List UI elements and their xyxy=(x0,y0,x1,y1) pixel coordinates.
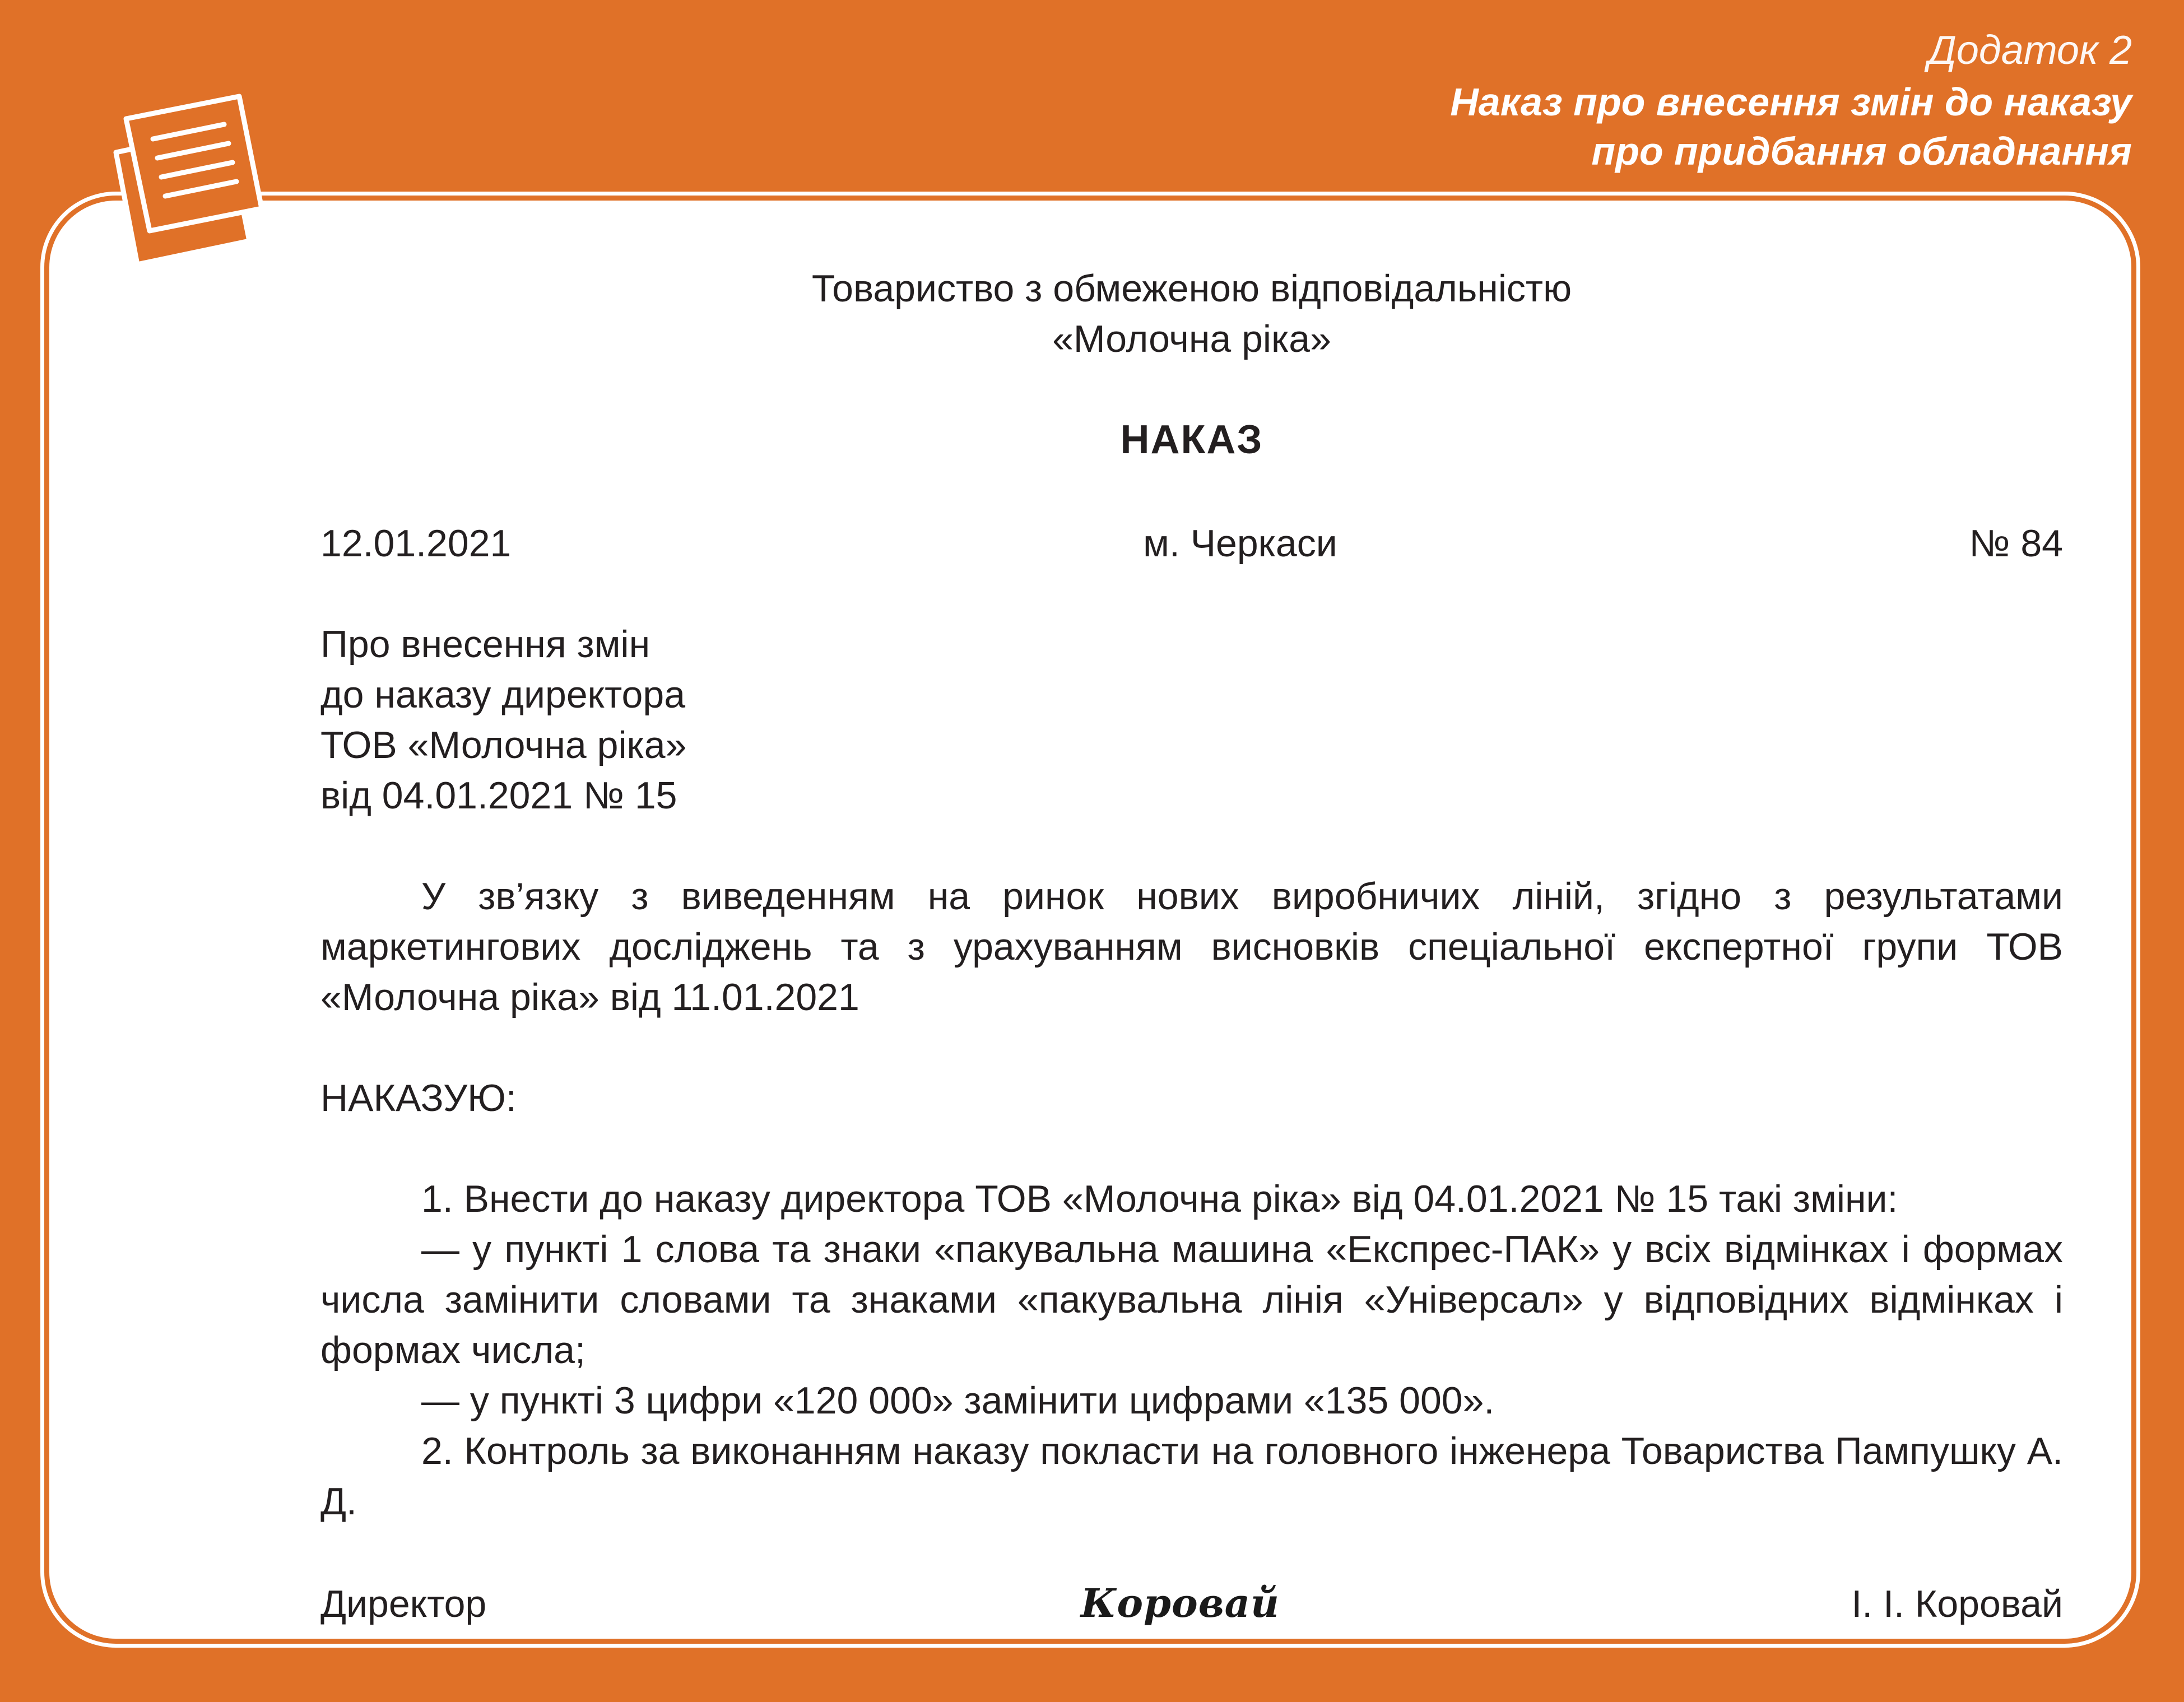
appendix-title-line2: про придбання обладнання xyxy=(1591,129,2132,173)
order-subject xyxy=(320,619,2063,821)
subject-line: від 04.01.2021 № 15 xyxy=(320,774,677,817)
subject-line: Про внесення змін xyxy=(320,623,650,666)
order-number: № 84 xyxy=(1969,522,2063,565)
order-word: НАКАЗУЮ: xyxy=(320,1077,517,1119)
clause-item: — у пункті 3 цифри «120 000» замінити цифрами «135 000». xyxy=(421,1379,1495,1422)
appendix-label: Додаток 2 xyxy=(1928,28,2132,73)
org-name-line1: Товариство з обмеженою відповідальністю xyxy=(811,267,1572,310)
subject-line: до наказу директора xyxy=(320,673,686,716)
signer-position: Директор xyxy=(320,1583,487,1625)
clause-item: — у пункті 1 слова та знаки «пакувальна машина «Експрес-ПАК» у всіх відмінках і формах числа замінити словами та знаками «пакувальна лінія «Універсал» у відповідних відмінках і формах числа; xyxy=(320,1228,2063,1371)
documents-icon xyxy=(109,90,272,269)
subject-line: ТОВ «Молочна ріка» xyxy=(320,724,687,766)
appendix-header xyxy=(1123,24,2132,176)
clause-item: 2. Контроль за виконанням наказу покласти на головного інженера Товариства Пампушку А. Д. xyxy=(320,1430,2063,1523)
clause-item: 1. Внести до наказу директора ТОВ «Молочна ріка» від 04.01.2021 № 15 такі зміни: xyxy=(421,1178,1898,1220)
order-meta-row xyxy=(320,518,2063,569)
preamble-paragraph: У зв’язку з виведенням на ринок нових виробничих ліній, згідно з результатами маркетингових досліджень та з урахуванням висновків спеціальної експертної групи ТОВ «Молочна ріка» від 11.01.2021 xyxy=(320,875,2063,1019)
order-clauses xyxy=(320,1174,2063,1527)
signature-row xyxy=(320,1578,2063,1629)
order-date: 12.01.2021 xyxy=(320,522,512,565)
order-city: м. Черкаси xyxy=(1143,522,1337,565)
order-title: НАКАЗ xyxy=(1120,417,1263,462)
handwritten-signature: Коровай xyxy=(1080,1580,1280,1626)
appendix-title-line1: Наказ про внесення змін до наказу xyxy=(1450,80,2132,124)
org-name-line2: «Молочна ріка» xyxy=(1052,318,1331,360)
signer-name: І. І. Коровай xyxy=(1851,1583,2063,1625)
order-document xyxy=(320,263,2063,1629)
